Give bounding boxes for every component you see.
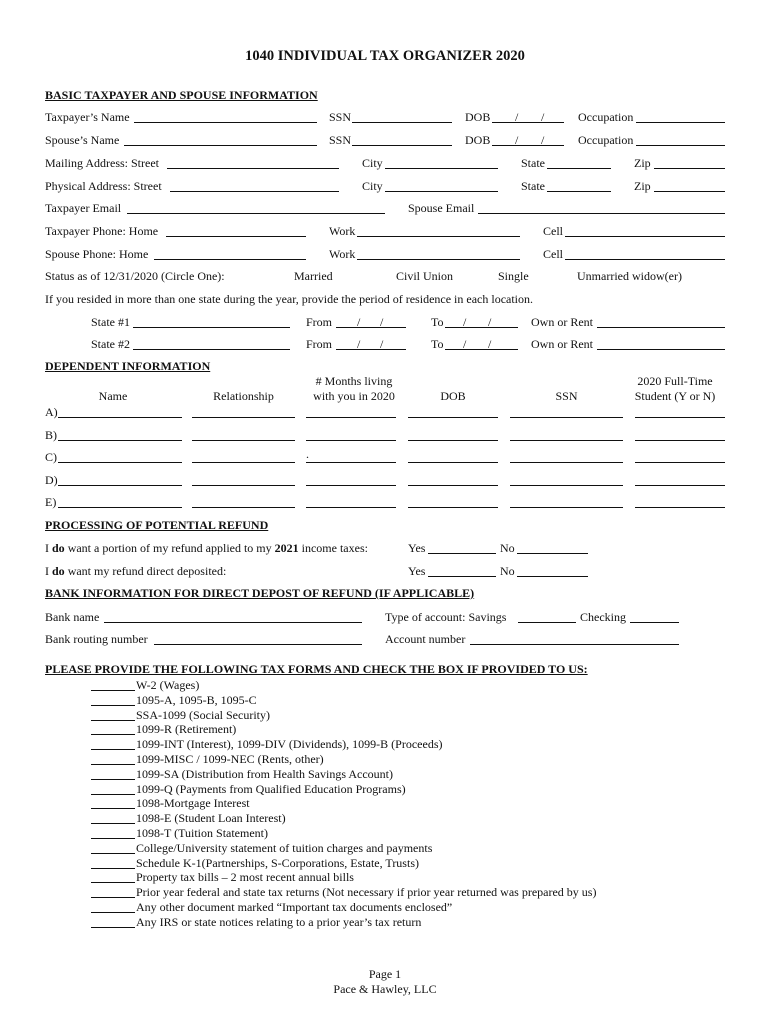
taxpayer-occupation-field[interactable] [636,110,725,123]
form-item-label: 1099-SA (Distribution from Health Savings Account) [136,766,393,781]
form-provided-checkbox[interactable] [91,871,135,883]
form-provided-checkbox[interactable] [91,768,135,780]
spouse-home-phone-field[interactable] [154,247,306,260]
refund-heading: PROCESSING OF POTENTIAL REFUND [45,518,269,532]
dependent-relationship-field[interactable] [192,405,295,418]
mailing-zip-label: Zip [634,156,651,170]
dependent-row-label: A) [45,405,58,419]
state2-own-rent-field[interactable] [597,337,725,350]
bank-heading: BANK INFORMATION FOR DIRECT DEPOST OF REFUND (IF APPLICABLE) [45,586,475,600]
taxpayer-home-phone-field[interactable] [166,224,306,237]
firm-name: Pace & Hawley, LLC [333,982,437,996]
dependent-row-label: E) [45,495,57,509]
state2-label: State #2 [91,337,130,351]
taxpayer-email-label: Taxpayer Email [45,201,122,215]
residence-note: If you resided in more than one state during the year, provide the period of residence in each location. [45,292,534,306]
basic-info-heading: BASIC TAXPAYER AND SPOUSE INFORMATION [45,88,318,102]
dependent-relationship-field[interactable] [192,473,295,486]
form-provided-checkbox[interactable] [91,812,135,824]
physical-state-field[interactable] [547,179,611,192]
dependent-dob-field[interactable] [408,428,498,441]
refund-deposit-no-field[interactable] [517,564,588,577]
refund-apply-no-field[interactable] [517,541,588,554]
dependent-ssn-field[interactable] [510,495,623,508]
dependent-info-heading: DEPENDENT INFORMATION [45,359,211,373]
taxpayer-phone-label: Taxpayer Phone: Home [45,224,159,238]
mailing-zip-field[interactable] [654,156,725,169]
col-dob-header: DOB [440,389,466,403]
dependent-name-field[interactable] [58,405,182,418]
spouse-cell-label: Cell [543,247,563,261]
spouse-name-field[interactable] [124,133,317,146]
routing-number-field[interactable] [154,632,362,645]
form-provided-checkbox[interactable] [91,842,135,854]
spouse-phone-label: Spouse Phone: Home [45,247,149,261]
mailing-street-field[interactable] [167,156,339,169]
taxpayer-name-label: Taxpayer’s Name [45,110,130,124]
state1-own-rent-field[interactable] [597,315,725,328]
date-separator: / [541,110,545,124]
form-provided-checkbox[interactable] [91,886,135,898]
checking-label: Checking [580,610,626,624]
form-provided-checkbox[interactable] [91,679,135,691]
spouse-cell-phone-field[interactable] [565,247,725,260]
taxpayer-dob-field[interactable] [492,110,564,123]
routing-number-label: Bank routing number [45,632,148,646]
state2-from-field[interactable] [336,337,406,350]
form-item-label: SSA-1099 (Social Security) [136,707,270,722]
spouse-occupation-label: Occupation [578,133,634,147]
form-item-label: 1099-R (Retirement) [136,722,237,737]
spouse-occupation-field[interactable] [636,133,725,146]
spouse-email-label: Spouse Email [408,201,475,215]
refund-apply-no-label: No [500,541,515,555]
dependent-student-field[interactable] [635,495,725,508]
mailing-state-label: State [521,156,545,170]
form-item-label: W-2 (Wages) [136,678,200,692]
state2-to-label: To [431,337,444,351]
mailing-state-field[interactable] [547,156,611,169]
dependent-student-field[interactable] [635,450,725,463]
form-provided-checkbox[interactable] [91,857,135,869]
filing-status-label: Status as of 12/31/2020 (Circle One): [45,269,225,283]
form-item-label: 1099-INT (Interest), 1099-DIV (Dividends), 1099-B (Proceeds) [136,737,443,752]
state1-from-label: From [306,315,333,329]
refund-apply-yes-field[interactable] [428,541,496,554]
spouse-email-field[interactable] [478,201,725,214]
dependent-relationship-field[interactable] [192,428,295,441]
account-number-field[interactable] [470,632,679,645]
spouse-dob-label: DOB [465,133,491,147]
spouse-work-phone-field[interactable] [357,247,520,260]
col-months-header-1: # Months living [315,374,393,388]
state2-field[interactable] [133,337,290,350]
dependent-name-field[interactable] [58,428,182,441]
dependent-dob-field[interactable] [408,405,498,418]
physical-zip-field[interactable] [654,179,725,192]
state1-to-field[interactable] [445,315,518,328]
taxpayer-cell-phone-field[interactable] [565,224,725,237]
date-separator: / [380,337,384,351]
state2-to-field[interactable] [445,337,518,350]
tax-forms-heading: PLEASE PROVIDE THE FOLLOWING TAX FORMS AND CHECK THE BOX IF PROVIDED TO US: [45,662,588,676]
form-item-label: 1098-Mortgage Interest [136,796,250,811]
taxpayer-work-phone-field[interactable] [357,224,520,237]
col-student-header-2: Student (Y or N) [634,389,716,403]
refund-deposit-yes-label: Yes [408,564,426,578]
dependent-name-field[interactable] [58,495,182,508]
state1-field[interactable] [133,315,290,328]
dependent-months-field[interactable] [306,473,396,486]
date-separator: / [357,337,361,351]
spouse-work-label: Work [329,247,356,261]
form-provided-checkbox[interactable] [91,723,135,735]
col-name-header: Name [98,389,128,403]
form-item-label: 1098-T (Tuition Statement) [136,826,268,840]
form-provided-checkbox[interactable] [91,694,135,706]
savings-field[interactable] [518,610,576,623]
taxpayer-work-label: Work [329,224,356,238]
dependent-row-label: B) [45,427,57,442]
form-item-label: Schedule K-1(Partnerships, S-Corporations, Estate, Trusts) [136,855,419,870]
bank-name-label: Bank name [45,610,100,624]
taxpayer-ssn-field[interactable] [352,110,452,123]
form-provided-checkbox[interactable] [91,901,135,913]
dependent-months-field[interactable] [306,450,396,463]
dependent-dob-field[interactable] [408,473,498,486]
form-item-label: 1095-A, 1095-B, 1095-C [136,692,257,707]
checking-field[interactable] [630,610,679,623]
form-item-label: Prior year federal and state tax returns (Not necessary if prior year returned was prepared by us) [136,885,597,900]
date-separator: / [380,315,384,329]
mailing-address-label: Mailing Address: Street [45,156,159,170]
physical-street-field[interactable] [170,179,339,192]
date-separator: / [515,133,519,147]
mailing-city-label: City [362,156,383,170]
form-item-label: 1098-E (Student Loan Interest) [136,811,286,826]
form-item-label: Any other document marked “Important tax documents enclosed” [136,900,453,914]
form-item-label: 1099-Q (Payments from Qualified Education Programs) [136,781,406,796]
dependent-dob-field[interactable] [408,495,498,508]
taxpayer-email-field[interactable] [127,201,385,214]
col-ssn-header: SSN [555,389,578,403]
dependent-row-label: D) [45,472,58,487]
form-item-label: College/University statement of tuition charges and payments [136,840,433,855]
bank-name-field[interactable] [104,610,362,623]
dependent-months-field[interactable] [306,428,396,441]
state1-own-rent-label: Own or Rent [531,315,593,329]
refund-apply-yes-label: Yes [408,541,426,555]
status-option-civil-union[interactable]: Civil Union [396,269,454,283]
dependent-student-field[interactable] [635,405,725,418]
form-provided-checkbox[interactable] [91,797,135,809]
dependent-months-field[interactable] [306,495,396,508]
spouse-name-label: Spouse’s Name [45,133,120,147]
dependent-student-field[interactable] [635,428,725,441]
state2-own-rent-label: Own or Rent [531,337,593,351]
form-provided-checkbox[interactable] [91,738,135,750]
form-provided-checkbox[interactable] [91,827,135,839]
dependent-relationship-field[interactable] [192,495,295,508]
physical-city-field[interactable] [385,179,498,192]
refund-deposit-yes-field[interactable] [428,564,496,577]
taxpayer-name-field[interactable] [134,110,317,123]
account-type-label: Type of account: Savings [385,610,507,624]
date-separator: / [463,315,467,329]
taxpayer-occupation-label: Occupation [578,110,634,124]
refund-apply-label: I do want a portion of my refund applied to my 2021 income taxes: [45,541,368,555]
taxpayer-cell-label: Cell [543,224,563,238]
dependent-row-label: C) [45,450,57,464]
dependent-relationship-field[interactable] [192,450,295,463]
status-option-unmarried-widow[interactable]: Unmarried widow(er) [577,269,682,283]
state1-from-field[interactable] [336,315,406,328]
spouse-ssn-field[interactable] [352,133,452,146]
taxpayer-ssn-label: SSN [329,110,352,124]
form-item-label: Property tax bills – 2 most recent annual bills [136,870,354,885]
form-item-label: 1099-MISC / 1099-NEC (Rents, other) [136,752,324,766]
dependent-dob-field[interactable] [408,450,498,463]
date-separator: / [463,337,467,351]
mailing-city-field[interactable] [385,156,498,169]
date-separator: / [357,315,361,329]
dependent-ssn-field[interactable] [510,473,623,486]
refund-deposit-label: I do want my refund direct deposited: [45,564,227,578]
form-provided-checkbox[interactable] [91,783,135,795]
date-separator: / [488,337,492,351]
state2-from-label: From [306,337,333,351]
physical-address-label: Physical Address: Street [45,179,162,193]
dependent-ssn-field[interactable] [510,450,623,463]
dependent-name-field[interactable] [58,450,182,463]
dependent-name-field[interactable] [58,473,182,486]
refund-deposit-no-label: No [500,564,515,578]
dependent-ssn-field[interactable] [510,428,623,441]
physical-city-label: City [362,179,383,193]
state1-label: State #1 [91,315,130,329]
date-separator: / [488,315,492,329]
date-separator: / [515,110,519,124]
form-item-label: Any IRS or state notices relating to a prior year’s tax return [136,914,422,929]
dependent-ssn-field[interactable] [510,405,623,418]
stray-mark: . [306,447,309,461]
col-months-header-2: with you in 2020 [313,389,395,403]
physical-state-label: State [521,179,545,193]
col-relationship-header: Relationship [213,389,274,403]
status-option-single[interactable]: Single [498,269,529,283]
form-provided-checkbox[interactable] [91,753,135,765]
page-number: Page 1 [368,967,402,981]
page-title: 1040 INDIVIDUAL TAX ORGANIZER 2020 [245,48,525,64]
form-provided-checkbox[interactable] [91,916,135,928]
date-separator: / [541,133,545,147]
spouse-ssn-label: SSN [329,133,352,147]
dependent-student-field[interactable] [635,473,725,486]
spouse-dob-field[interactable] [492,133,564,146]
col-student-header-1: 2020 Full-Time [637,374,713,388]
dependent-months-field[interactable] [306,405,396,418]
account-number-label: Account number [385,632,466,646]
status-option-married[interactable]: Married [294,269,333,283]
state1-to-label: To [431,315,444,329]
form-provided-checkbox[interactable] [91,709,135,721]
taxpayer-dob-label: DOB [465,110,491,124]
physical-zip-label: Zip [634,179,651,193]
